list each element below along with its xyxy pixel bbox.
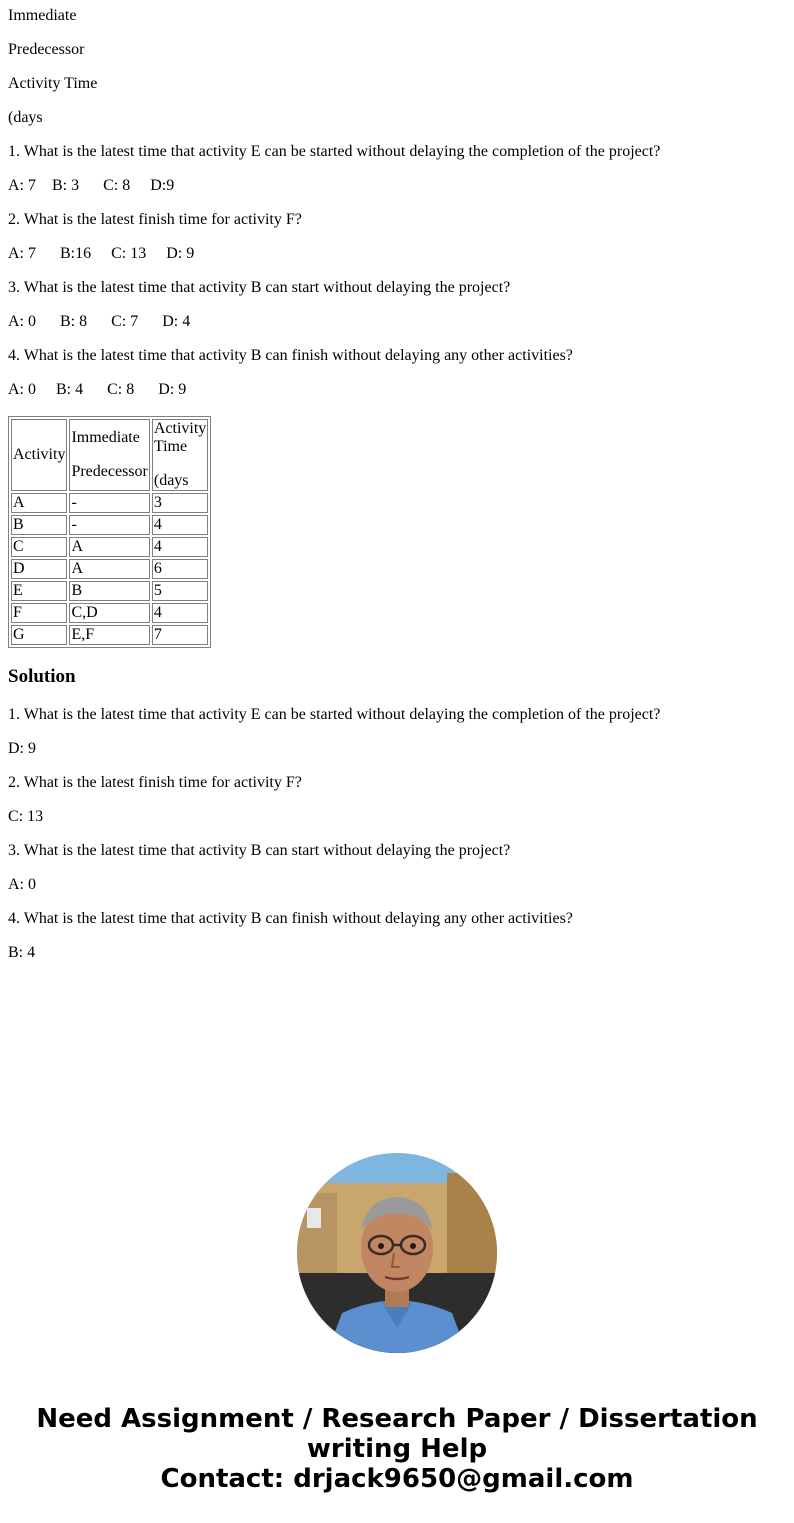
question-3: 3. What is the latest time that activity B can start without delaying the project?	[8, 279, 511, 296]
solution-answer-4: B: 4	[8, 944, 36, 961]
header-time	[152, 419, 208, 491]
cell-activity: G	[11, 625, 67, 645]
question-4: 4. What is the latest time that activity B can finish without delaying any other activities?	[8, 347, 573, 364]
question-1: 1. What is the latest time that activity E can be started without delaying the completion of the project?	[8, 143, 661, 160]
question-2: 2. What is the latest finish time for activity F?	[8, 211, 302, 228]
table-row	[11, 493, 208, 513]
solution-heading: Solution	[8, 666, 76, 687]
cell-predecessor: B	[69, 581, 149, 601]
cell-predecessor: -	[69, 515, 149, 535]
cell-activity: E	[11, 581, 67, 601]
solution-answer-3: A: 0	[8, 876, 36, 893]
solution-question-4: 4. What is the latest time that activity B can finish without delaying any other activities?	[8, 910, 573, 927]
banner-line-1: Need Assignment / Research Paper / Dissertation	[36, 1404, 758, 1434]
solution-question-1: 1. What is the latest time that activity E can be started without delaying the completion of the project?	[8, 706, 661, 723]
cell-activity: B	[11, 515, 67, 535]
header-time-line2: (days	[153, 472, 189, 489]
contact-banner	[0, 1404, 794, 1494]
cell-predecessor: A	[69, 559, 149, 579]
cell-time: 4	[152, 515, 208, 535]
banner-line-2: writing Help	[306, 1434, 488, 1464]
intro-header-line: (days	[8, 109, 43, 126]
header-predecessor-line1: Immediate	[71, 429, 140, 446]
cell-activity: D	[11, 559, 67, 579]
cell-time: 3	[152, 493, 208, 513]
cell-activity: A	[11, 493, 67, 513]
table-row	[11, 537, 208, 557]
solution-answer-2: C: 13	[8, 808, 44, 825]
cell-predecessor: -	[69, 493, 149, 513]
cell-time: 7	[152, 625, 208, 645]
cell-time: 5	[152, 581, 208, 601]
intro-header-line: Immediate	[8, 7, 77, 24]
cell-predecessor: C,D	[69, 603, 149, 623]
cell-activity: C	[11, 537, 67, 557]
header-predecessor-line2: Predecessor	[71, 463, 148, 480]
table-row	[11, 603, 208, 623]
solution-answer-1: D: 9	[8, 740, 36, 757]
author-photo	[297, 1153, 497, 1353]
cell-predecessor: E,F	[69, 625, 149, 645]
banner-contact: Contact: drjack9650@gmail.com	[160, 1464, 634, 1494]
question-4-options: A: 0 B: 4 C: 8 D: 9	[8, 381, 187, 398]
cell-time: 4	[152, 603, 208, 623]
cell-activity: F	[11, 603, 67, 623]
header-predecessor	[69, 419, 149, 491]
question-3-options: A: 0 B: 8 C: 7 D: 4	[8, 313, 191, 330]
question-1-options: A: 7 B: 3 C: 8 D:9	[8, 177, 175, 194]
activity-table	[8, 416, 211, 648]
table-row	[11, 625, 208, 645]
table-row	[11, 559, 208, 579]
question-2-options: A: 7 B:16 C: 13 D: 9	[8, 245, 195, 262]
cell-predecessor: A	[69, 537, 149, 557]
header-time-line1: Activity Time	[153, 420, 207, 455]
table-row	[11, 515, 208, 535]
portrait-illustration	[297, 1153, 497, 1353]
table-header-row	[11, 419, 208, 491]
solution-question-2: 2. What is the latest finish time for activity F?	[8, 774, 302, 791]
header-activity: Activity	[11, 419, 67, 491]
cell-time: 4	[152, 537, 208, 557]
intro-header-line: Activity Time	[8, 75, 98, 92]
table-row	[11, 581, 208, 601]
intro-header-line: Predecessor	[8, 41, 85, 58]
cell-time: 6	[152, 559, 208, 579]
solution-question-3: 3. What is the latest time that activity B can start without delaying the project?	[8, 842, 511, 859]
